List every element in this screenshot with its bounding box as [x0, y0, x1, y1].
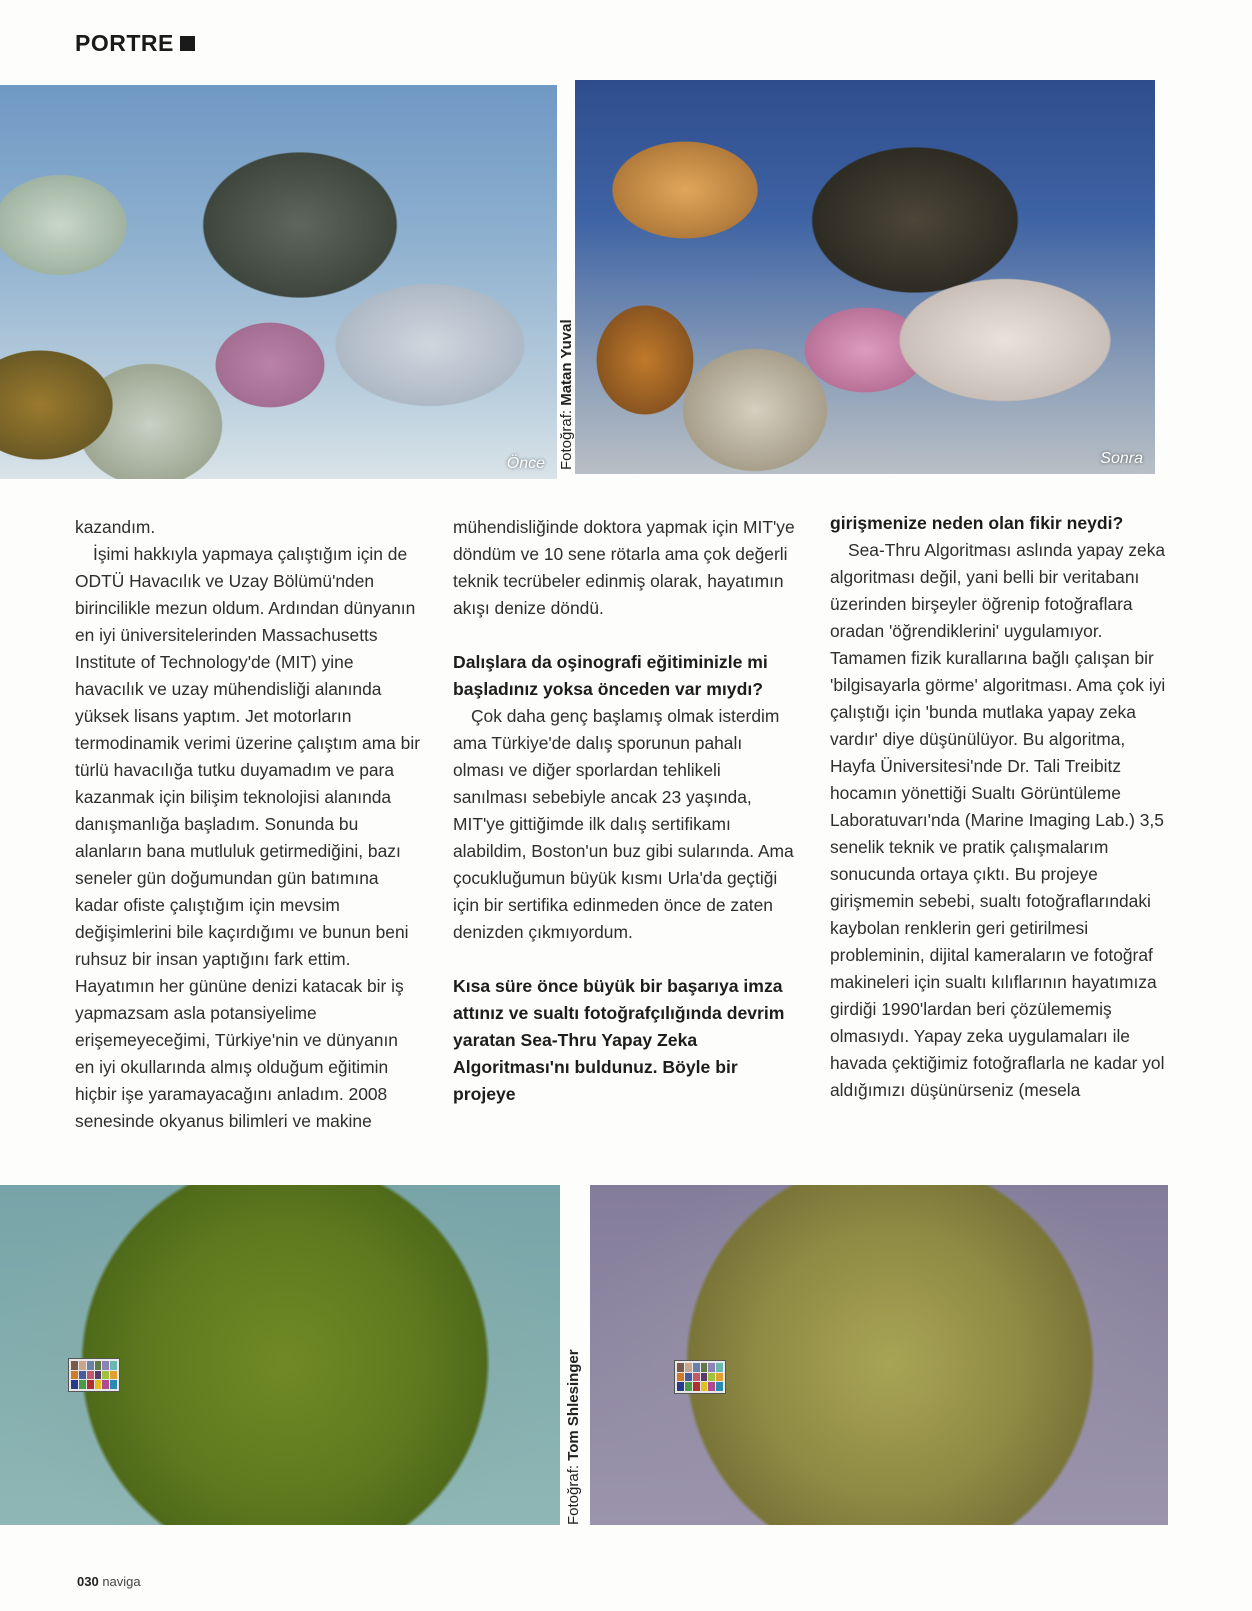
section-title	[75, 30, 195, 57]
page-footer	[77, 1574, 141, 1589]
color-chart-icon	[68, 1358, 120, 1392]
interview-answer: Çok daha genç başlamış olmak isterdim ama Türkiye'de dalış sporunun pahalı olması ve diğer sporlardan tehlikeli sanılması sebebiyle ancak 23 yaşında, MIT'ye gittiğimde ilk dalış sertifikamı alabildim, Boston'un buz gibi sularında. Ama çocukluğumun büyük kısmı Urla'da geçtiği için bir sertifika edinmeden önce de zaten denizden çıkmıyordum.	[453, 706, 794, 942]
photo-coral-after	[590, 1185, 1168, 1525]
magazine-name: naviga	[102, 1574, 141, 1589]
interview-answer: Sea-Thru Algoritması aslında yapay zeka algoritması değil, yani belli bir veritabanı üzerinden birşeyler öğrenip fotoğraflara oradan 'öğrendiklerini' uygulamıyor. Tamamen fizik kurallarına bağlı çalışan bir 'bilgisayarla görme' algoritması. Ama çok iyi çalıştığı için 'bunda mutlaka yapay zeka vardır' diye düşünülüyor. Bu algoritma, Hayfa Üniversitesi'nde Dr. Tali Treibitz hocamın yönettiği Sualtı Görüntüleme Laboratuvarı'nda (Marine Imaging Lab.) 3,5 senelik teknik ve pratik çalışmalarım sonucunda ortaya çıktı. Bu projeye girişmemin sebebi, sualtı fotoğraflarındaki kaybolan renklerin geri getirilmesi probleminin, dijital kameraların ve fotoğraf makineleri için sualtı kılıflarının hayatımıza girdiği 1990'lardan beri çözülememiş olmasıydı. Yapay zeka uygulamaları ile havada çektiğimiz fotoğraflarla ne kadar yol aldığımızı düşünürseniz (mesela	[830, 540, 1166, 1100]
interview-question: Kısa süre önce büyük bir başarıya imza attınız ve sualtı fotoğrafçılığında devrim yaratan Sea-Thru Yapay Zeka Algoritması'nı buldunuz. Böyle bir projeye	[453, 976, 785, 1104]
photo-coral-before	[0, 1185, 560, 1525]
text-column-3	[830, 510, 1175, 1104]
photo-credit-bottom: Fotoğraf: Tom Shlesinger	[565, 1349, 582, 1525]
photo-label-before: Önce	[506, 455, 545, 472]
photo-label-after: Sonra	[1100, 450, 1143, 467]
text-column-2	[453, 514, 798, 1108]
photo-credit-top: Fotoğraf: Matan Yuval	[558, 319, 575, 470]
text-column-1	[75, 514, 420, 1135]
color-chart-icon	[674, 1360, 726, 1394]
photo-reef-after	[575, 80, 1155, 474]
photo-reef-before	[0, 85, 557, 479]
section-title-text: PORTRE	[75, 30, 174, 56]
interview-question-continued: girişmenize neden olan fikir neydi?	[830, 513, 1124, 533]
paragraph: İşimi hakkıyla yapmaya çalıştığım için de ODTÜ Havacılık ve Uzay Bölümü'nden birincilikle mezun oldum. Ardından dünyanın en iyi üniversitelerinden Massachusetts Institute of Technology'de (MIT) yine havacılık ve uzay mühendisliği alanında yüksek lisans yaptım. Jet motorların termodinamik verimi üzerine çalıştım ama bir türlü havacılığa tutku duyamadım ve para kazanmak için bilişim teknolojisi alanında danışmanlığa başladım. Sonunda bu alanların bana mutluluk getirmediğini, bazı seneler gün doğumundan gün batımına kadar ofiste çalıştığım için mevsim değişimlerini bile kaçırdığımı ve bunun beni ruhsuz bir insan yaptığını fark ettim. Hayatımın her gününe denizi katacak bir iş yapmazsam asla potansiyelime erişemeyeceğimi, Türkiye'nin ve dünyanın en iyi okullarında almış olduğum eğitimin hiçbir işe yaramayacağını anladım. 2008 senesinde okyanus bilimleri ve makine	[75, 544, 421, 1131]
interview-question: Dalışlara da oşinografi eğitiminizle mi başladınız yoksa önceden var mıydı?	[453, 652, 768, 699]
page-number: 030	[77, 1574, 99, 1589]
paragraph: kazandım.	[75, 517, 156, 537]
paragraph: mühendisliğinde doktora yapmak için MIT'ye döndüm ve 10 sene rötarla ama çok değerli teknik tecrübeler edinmiş olarak, hayatımın akışı denize döndü.	[453, 517, 795, 618]
section-square-icon	[180, 36, 195, 51]
